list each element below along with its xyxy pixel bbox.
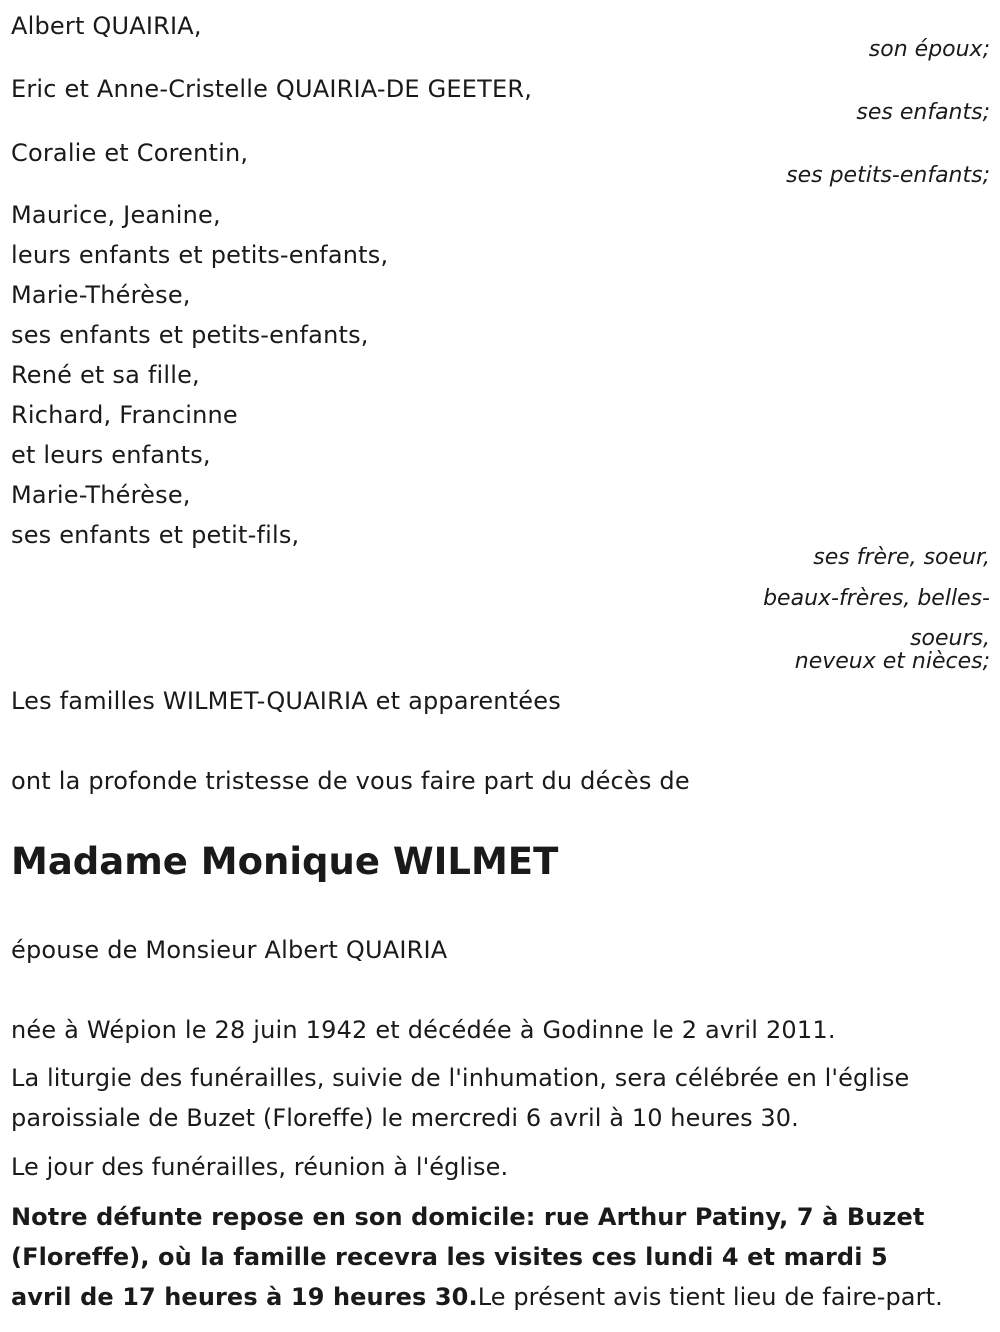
relation-siblings: ses frère, soeur, [813, 545, 990, 570]
meeting-info: Le jour des funérailles, réunion à l'église. [11, 1153, 509, 1181]
sibling-line: René et sa fille, [11, 361, 200, 389]
sibling-line: Marie-Thérèse, [11, 281, 191, 309]
relation-spouse: son époux; [868, 37, 990, 62]
visitation-info [11, 1197, 951, 1317]
announcement-text: ont la profonde tristesse de vous faire part du décès de [11, 767, 690, 795]
family-line-spouse: Albert QUAIRIA, [11, 12, 202, 40]
deceased-name: Madame Monique WILMET [11, 840, 559, 883]
family-line-families: Les familles WILMET-QUAIRIA et apparentées [11, 687, 561, 715]
sibling-line: Richard, Francinne [11, 401, 238, 429]
relation-nephews: neveux et nièces; [794, 649, 990, 674]
liturgy-info: La liturgie des funérailles, suivie de l'inhumation, sera célébrée en l'église paroissiale de Buzet (Floreffe) le mercredi 6 avril à 10 heures 30. [11, 1064, 910, 1132]
sibling-line: ses enfants et petits-enfants, [11, 321, 369, 349]
sibling-line: et leurs enfants, [11, 441, 211, 469]
sibling-line: leurs enfants et petits-enfants, [11, 241, 389, 269]
relation-in-laws: beaux-frères, belles- [763, 586, 990, 611]
relation-grandchildren: ses petits-enfants; [786, 163, 990, 188]
visitation-bold-text: Notre défunte repose en son domicile: rue Arthur Patiny, 7 à Buzet (Floreffe), où la famille recevra les visites ces lundi 4 et mardi 5 avril de 17 heures à 19 heures 30. [11, 1203, 925, 1311]
spouse-info: épouse de Monsieur Albert QUAIRIA [11, 936, 448, 964]
sibling-line: Maurice, Jeanine, [11, 201, 221, 229]
sibling-line: Marie-Thérèse, [11, 481, 191, 509]
notice-text: Le présent avis tient lieu de faire-part. [477, 1283, 943, 1311]
family-line-children: Eric et Anne-Cristelle QUAIRIA-DE GEETER, [11, 75, 533, 103]
birth-death-dates: née à Wépion le 28 juin 1942 et décédée à Godinne le 2 avril 2011. [11, 1016, 836, 1044]
sibling-line: ses enfants et petit-fils, [11, 521, 300, 549]
relation-in-laws-cont: soeurs, [910, 626, 990, 651]
family-line-grandchildren: Coralie et Corentin, [11, 139, 249, 167]
relation-children: ses enfants; [856, 100, 990, 125]
